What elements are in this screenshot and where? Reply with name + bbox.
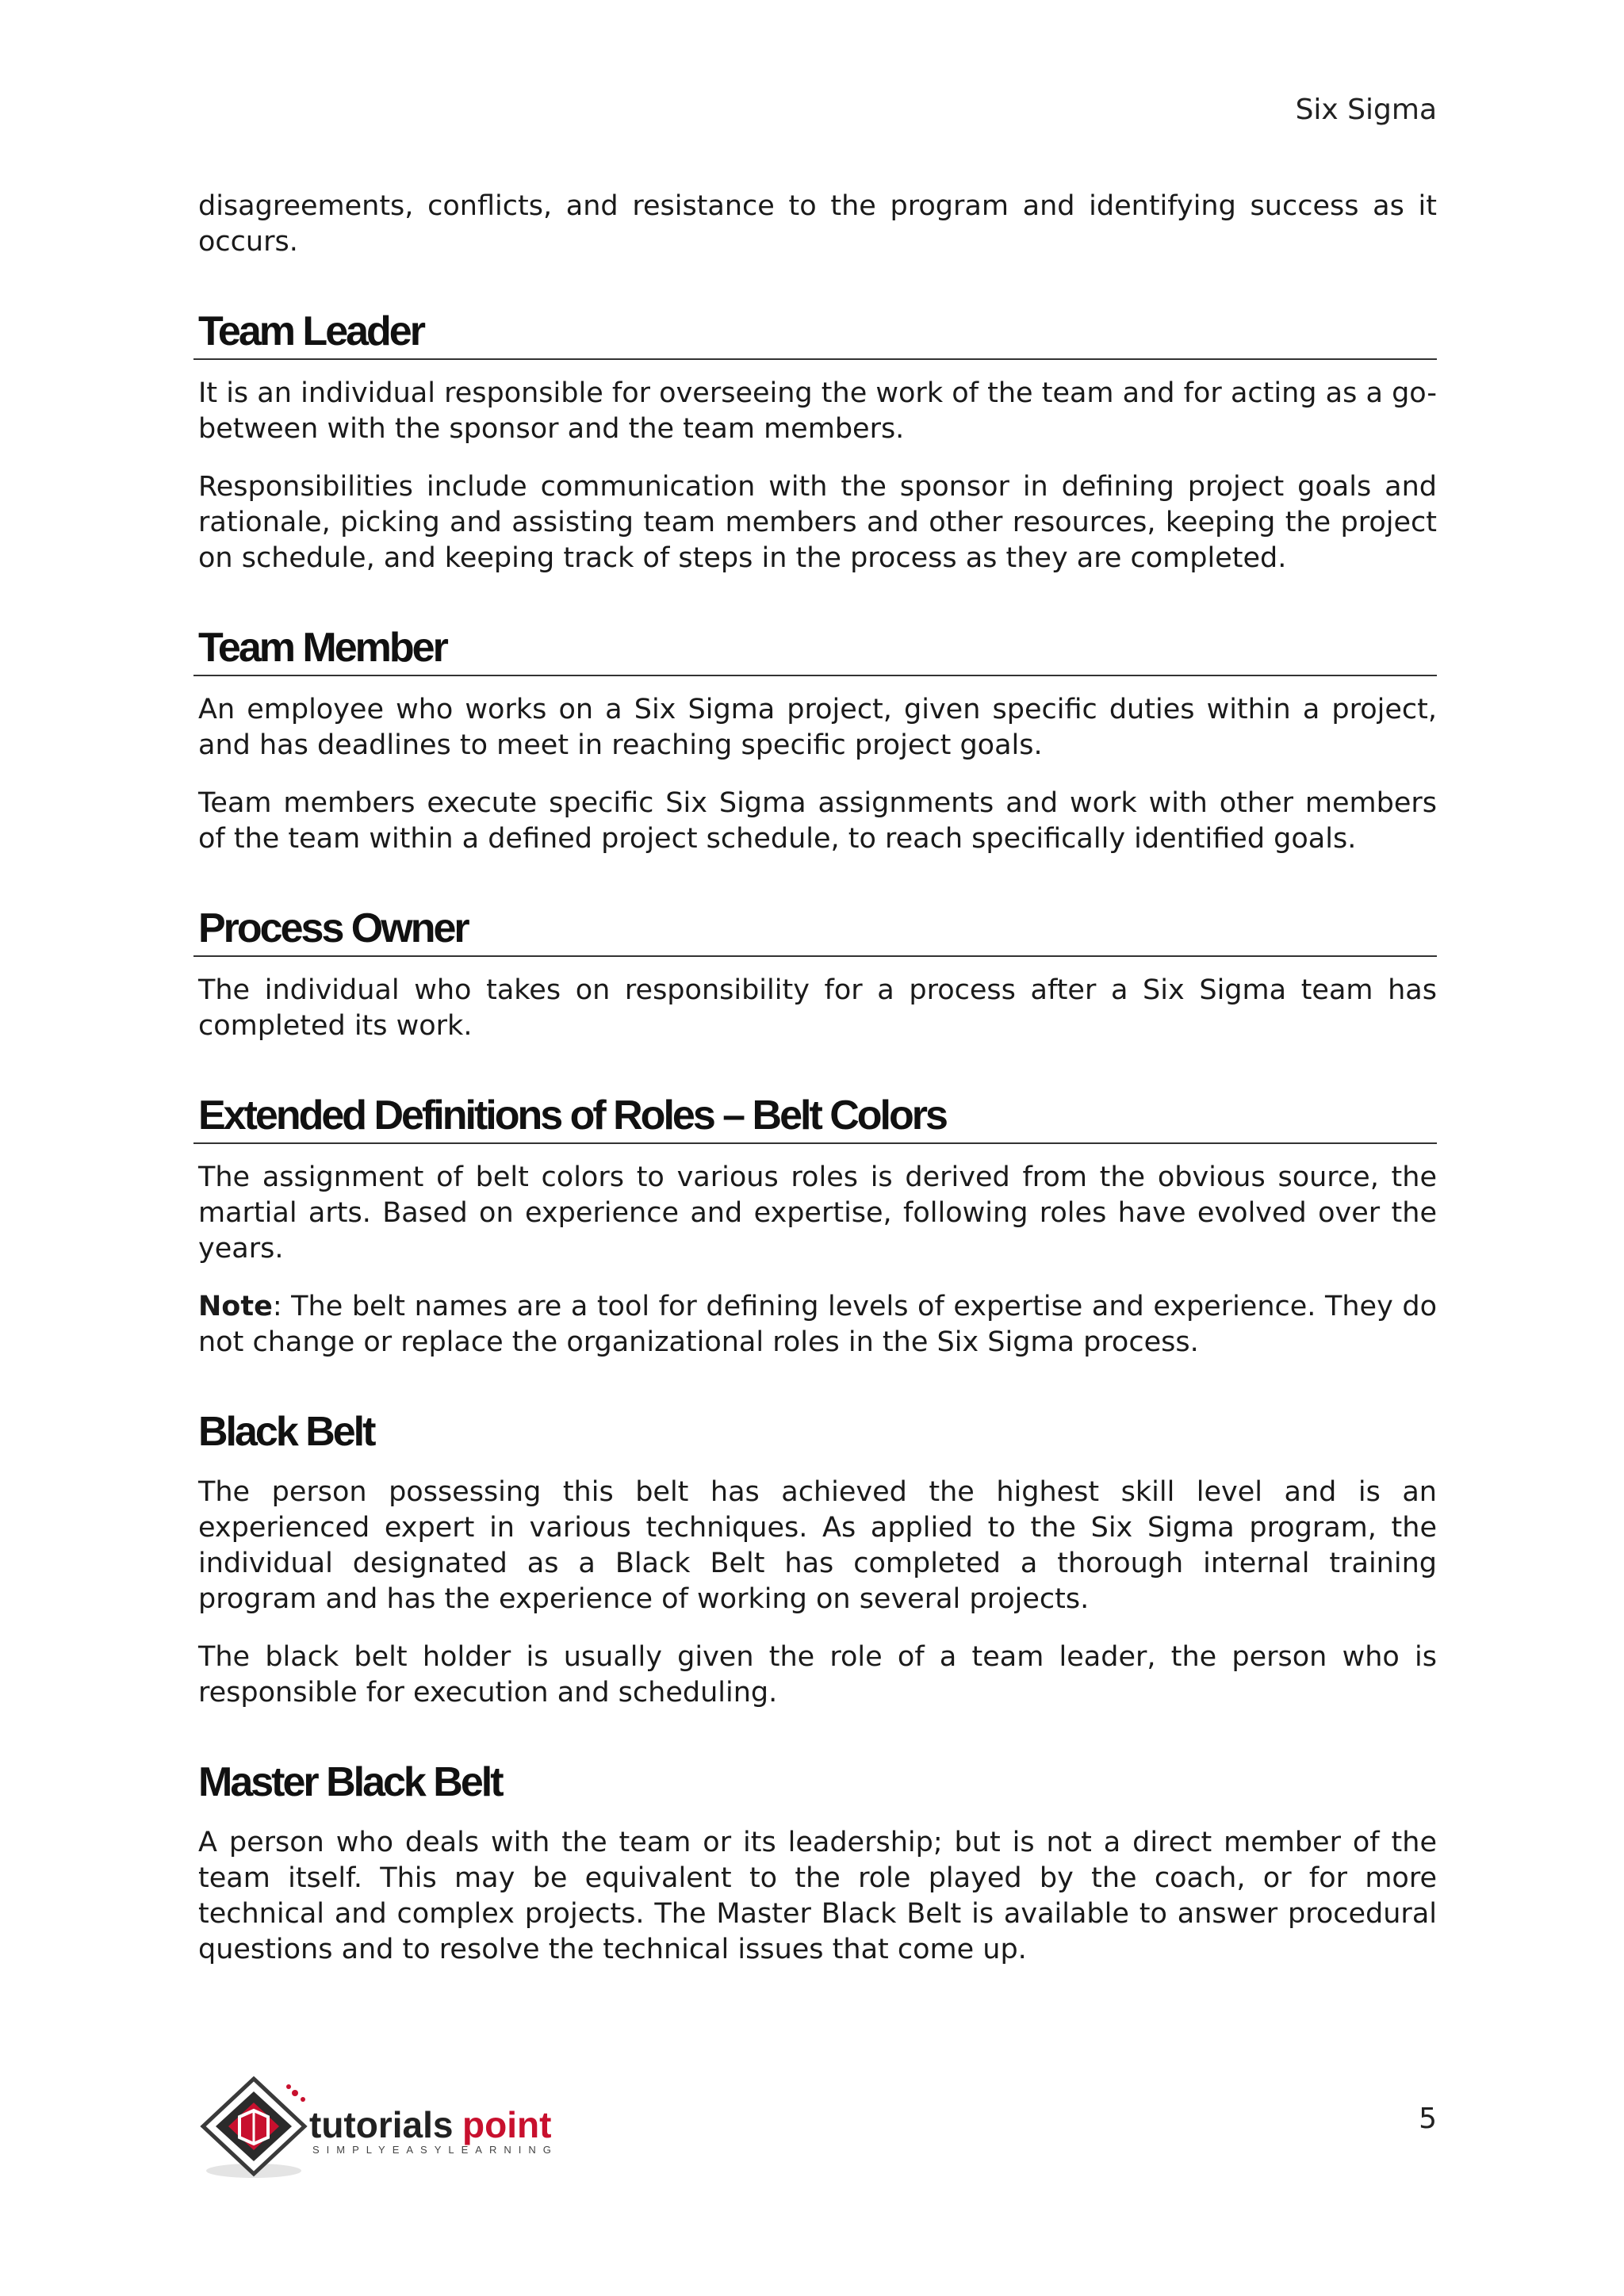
section-team-member bbox=[198, 624, 1437, 857]
note-text: : The belt names are a tool for defining levels of expertise and experience. They do not change or replace the organizational roles in the Six Sigma process. bbox=[198, 1291, 1437, 1358]
logo-word-point: point bbox=[462, 2104, 552, 2145]
page-number: 5 bbox=[1419, 2103, 1437, 2135]
heading-extended-definitions: Extended Definitions of Roles – Belt Colors bbox=[193, 1092, 1437, 1144]
tutorialspoint-logo bbox=[193, 2071, 606, 2182]
intro-paragraph: disagreements, conflicts, and resistance to the program and identifying success as it occurs. bbox=[198, 190, 1437, 258]
master-black-belt-paragraph-1: A person who deals with the team or its leadership; but is not a direct member of the team itself. This may be equivalent to the role played by the coach, or for more technical and complex projects. The Master Black Belt is available to answer procedural questions and to resolve the technical issues that come up. bbox=[198, 1827, 1437, 1965]
section-black-belt bbox=[198, 1408, 1437, 1711]
heading-process-owner: Process Owner bbox=[193, 905, 1437, 957]
section-process-owner bbox=[198, 905, 1437, 1044]
section-team-leader bbox=[198, 308, 1437, 576]
black-belt-paragraph-1: The person possessing this belt has achieved the highest skill level and is an experienced expert in various techniques. As applied to the Six Sigma program, the individual designated as a Black Belt has completed a thorough internal training program and has the experience of working on several projects. bbox=[198, 1476, 1437, 1615]
logo-word-tutorials: tutorials bbox=[309, 2104, 454, 2145]
section-master-black-belt bbox=[198, 1758, 1437, 1968]
process-owner-paragraph-1: The individual who takes on responsibility for a process after a Six Sigma team has completed its work. bbox=[198, 974, 1437, 1042]
note-label: Note bbox=[198, 1291, 273, 1322]
heading-black-belt: Black Belt bbox=[198, 1409, 374, 1455]
team-leader-paragraph-1: It is an individual responsible for overseeing the work of the team and for acting as a go-between with the sponsor and the team members. bbox=[198, 377, 1437, 445]
extended-paragraph-1: The assignment of belt colors to various roles is derived from the obvious source, the martial arts. Based on experience and expertise, following roles have evolved over the years. bbox=[198, 1161, 1437, 1265]
note-paragraph bbox=[198, 1289, 1437, 1360]
running-header: Six Sigma bbox=[1295, 94, 1437, 126]
team-member-paragraph-1: An employee who works on a Six Sigma project, given specific duties within a project, and has deadlines to meet in reaching specific project goals. bbox=[198, 694, 1437, 761]
heading-master-black-belt: Master Black Belt bbox=[198, 1759, 502, 1805]
team-member-paragraph-2: Team members execute specific Six Sigma assignments and work with other members of the team within a defined project schedule, to reach specifically identified goals. bbox=[198, 787, 1437, 855]
logo-graphic bbox=[193, 2071, 606, 2182]
team-leader-paragraph-2: Responsibilities include communication with the sponsor in defining project goals and rationale, picking and assisting team members and other resources, keeping the project on schedule, and keeping track of steps in the process as they are completed. bbox=[198, 471, 1437, 574]
heading-team-leader: Team Leader bbox=[193, 308, 1437, 360]
page-content bbox=[198, 189, 1437, 1990]
logo-tagline: SIMPLYEASYLEARNING bbox=[312, 2144, 558, 2156]
black-belt-paragraph-2: The black belt holder is usually given the role of a team leader, the person who is responsible for execution and scheduling. bbox=[198, 1641, 1437, 1709]
heading-team-member: Team Member bbox=[193, 624, 1437, 676]
section-extended-definitions bbox=[198, 1092, 1437, 1360]
